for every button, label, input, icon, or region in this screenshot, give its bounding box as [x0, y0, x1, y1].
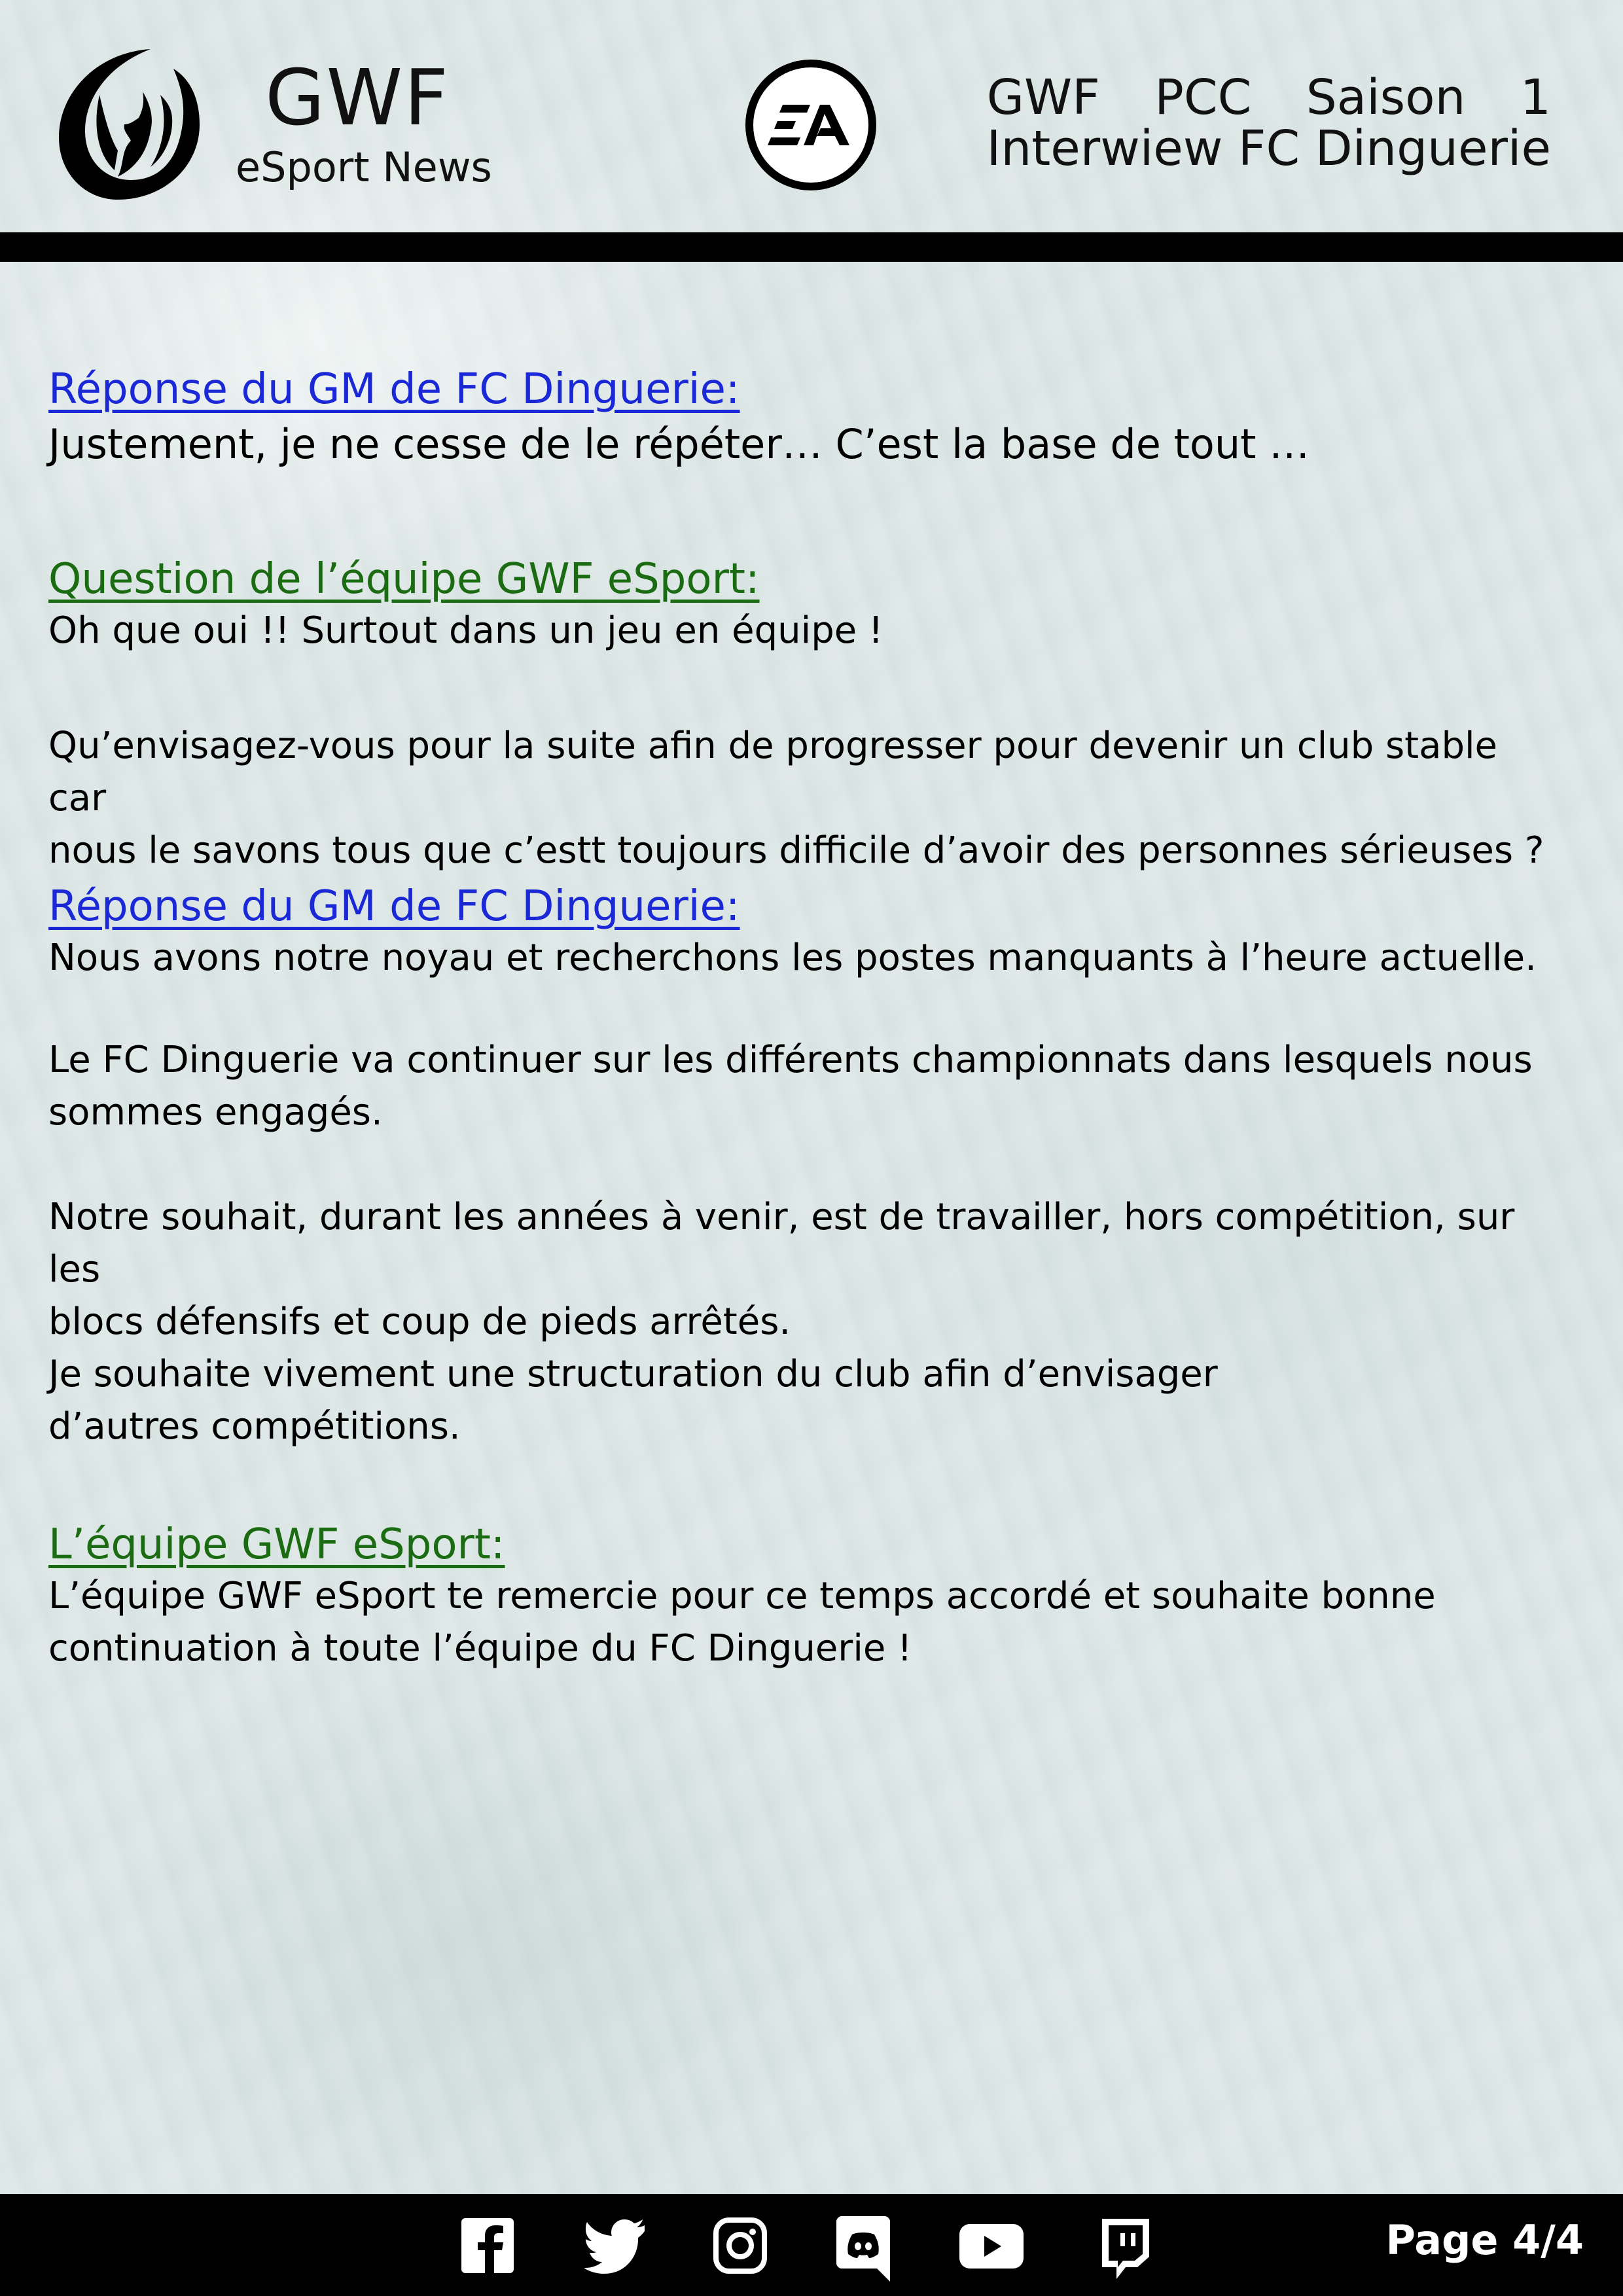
page-footer: [0, 2194, 1623, 2296]
brand-subtitle: eSport News: [236, 143, 492, 191]
answer-paragraph-4: [48, 1348, 1218, 1453]
title-line-2: Interwiew FC Dinguerie: [986, 120, 1551, 177]
gm-answer-heading: Réponse du GM de FC Dinguerie:: [48, 882, 740, 931]
paragraph-line: Je souhaite vivement une structuration du club afin d’envisager: [48, 1353, 1218, 1395]
paragraph-line: nous le savons tous que c’estt toujours difficile d’avoir des personnes sérieuses ?: [48, 829, 1544, 872]
facebook-icon[interactable]: [461, 2216, 514, 2275]
page-number: Page 4/4: [1385, 2216, 1584, 2264]
twitch-icon[interactable]: [1099, 2216, 1149, 2275]
answer-paragraph: Nous avons notre noyau et recherchons les postes manquants à l’heure actuelle.: [48, 937, 1537, 980]
header-divider-bar: [0, 232, 1623, 262]
section-gm-answer-1: [48, 367, 1310, 473]
page-header: [0, 0, 1623, 232]
question-paragraph-2: [48, 720, 1554, 877]
ea-logo-icon: [745, 59, 877, 191]
answer-paragraph: Justement, je ne cesse de le répéter… C’est la base de tout …: [48, 420, 1310, 469]
discord-icon[interactable]: [836, 2216, 890, 2275]
paragraph-line: Notre souhait, durant les années à venir, est de travailler, hors compétition, sur les: [48, 1196, 1515, 1291]
paragraph-line: continuation à toute l’équipe du FC Dinguerie !: [48, 1627, 912, 1670]
twitter-icon[interactable]: [584, 2216, 645, 2275]
section-gm-answer-2: [48, 884, 1537, 984]
answer-paragraph-2: [48, 1034, 1533, 1139]
paragraph-line: blocs défensifs et coup de pieds arrêtés.: [48, 1300, 791, 1343]
document-title: [986, 69, 1551, 177]
gm-answer-heading: Réponse du GM de FC Dinguerie:: [48, 365, 740, 414]
brand-title: GWF: [265, 52, 450, 143]
paragraph-line: d’autres compétitions.: [48, 1405, 461, 1448]
paragraph-line: Le FC Dinguerie va continuer sur les différents championnats dans lesquels nous: [48, 1039, 1533, 1081]
paragraph-line: sommes engagés.: [48, 1091, 383, 1134]
question-paragraph: Oh que oui !! Surtout dans un jeu en équipe !: [48, 609, 883, 653]
answer-paragraph-3: [48, 1191, 1554, 1348]
section-gwf-closing: [48, 1522, 1436, 1675]
title-line-1: GWF PCC Saison 1: [986, 69, 1551, 126]
instagram-icon[interactable]: [713, 2216, 767, 2275]
paragraph-line: Qu’envisagez-vous pour la suite afin de progresser pour devenir un club stable car: [48, 725, 1497, 819]
gwf-closing-heading: L’équipe GWF eSport:: [48, 1520, 505, 1569]
gwf-phoenix-logo-icon: [52, 46, 206, 203]
gwf-question-heading: Question de l’équipe GWF eSport:: [48, 555, 760, 603]
paragraph-line: L’équipe GWF eSport te remercie pour ce temps accordé et souhaite bonne: [48, 1575, 1436, 1618]
section-gwf-question: [48, 556, 883, 657]
youtube-icon[interactable]: [959, 2216, 1024, 2275]
